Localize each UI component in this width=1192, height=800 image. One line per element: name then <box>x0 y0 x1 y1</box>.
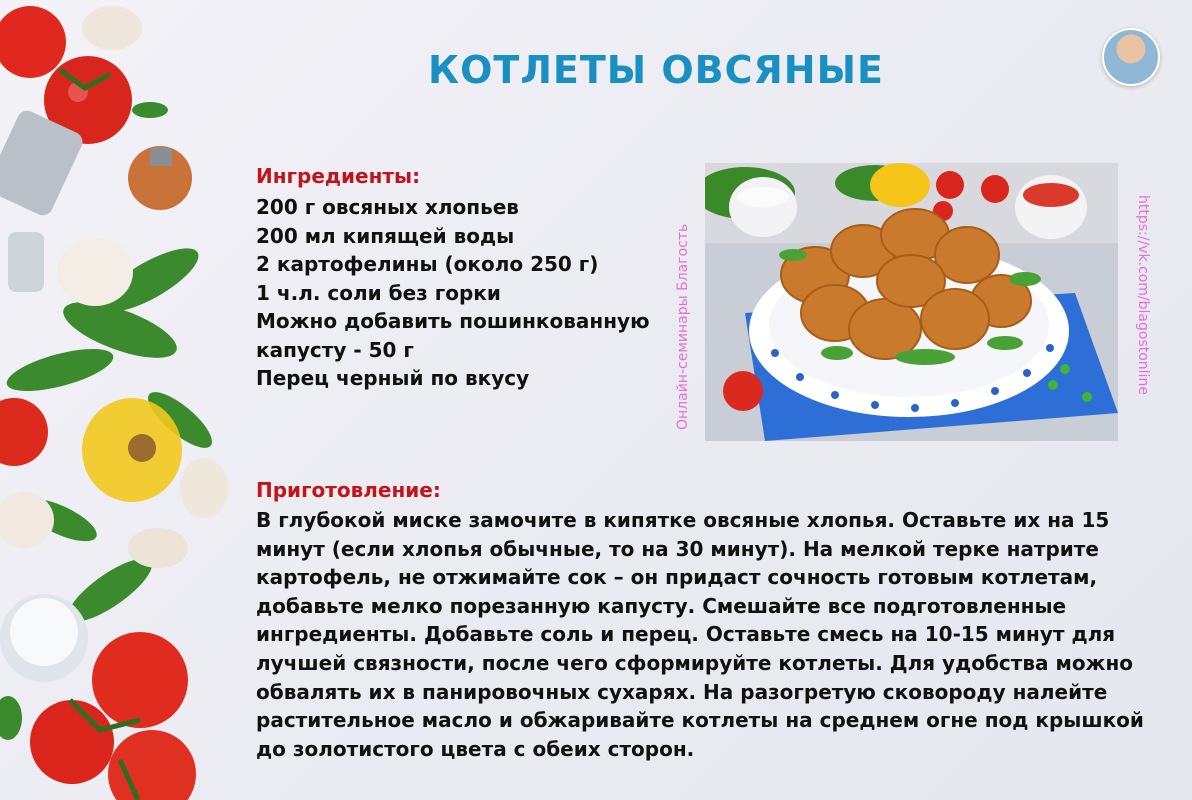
caption-left: Онлайн-семинары Благость <box>675 223 691 430</box>
ingredient-line: капусту - 50 г <box>256 337 414 362</box>
ingredients-heading: Ингредиенты: <box>256 164 421 188</box>
ingredient-line: Перец черный по вкусу <box>256 366 530 390</box>
caption-right-link[interactable]: https://vk.com/blagostonline <box>1135 195 1151 395</box>
ingredient-line: 1 ч.л. соли без горки <box>256 280 501 305</box>
recipe-title: КОТЛЕТЫ ОВСЯНЫЕ <box>428 48 884 92</box>
ingredient-line: Можно добавить пошинкованную <box>256 309 650 333</box>
ingredients-list <box>256 193 650 393</box>
preparation-heading: Приготовление: <box>256 478 441 502</box>
dish-photo <box>705 163 1118 441</box>
author-avatar <box>1102 28 1160 86</box>
ingredient-line: 2 картофелины (около 250 г) <box>256 252 599 276</box>
preparation-text: В глубокой миске замочите в кипятке овсяные хлопья. Оставьте их на 15 минут (если хлопья обычные, то на 30 минут). На мелкой терке натрите картофель, не отжимайте сок – он придаст сочность готовым котлетам, добавьте мелко порезанную капусту. Смешайте все подготовленные ингредиенты. Добавьте соль и перец. Оставьте смесь на 10-15 минут для лучшей связности, после чего сформируйте котлеты. Для удобства можно обвалять их в панировочных сухарях. На разогретую сковороду налейте растительное масло и обжаривайте котлеты на среднем огне под крышкой до золотистого цвета с обеих сторон. <box>256 508 1144 761</box>
ingredient-line: 200 мл кипящей воды <box>256 223 515 248</box>
ingredient-line: 200 г овсяных хлопьев <box>256 195 519 219</box>
vegetable-border-image <box>0 0 235 800</box>
